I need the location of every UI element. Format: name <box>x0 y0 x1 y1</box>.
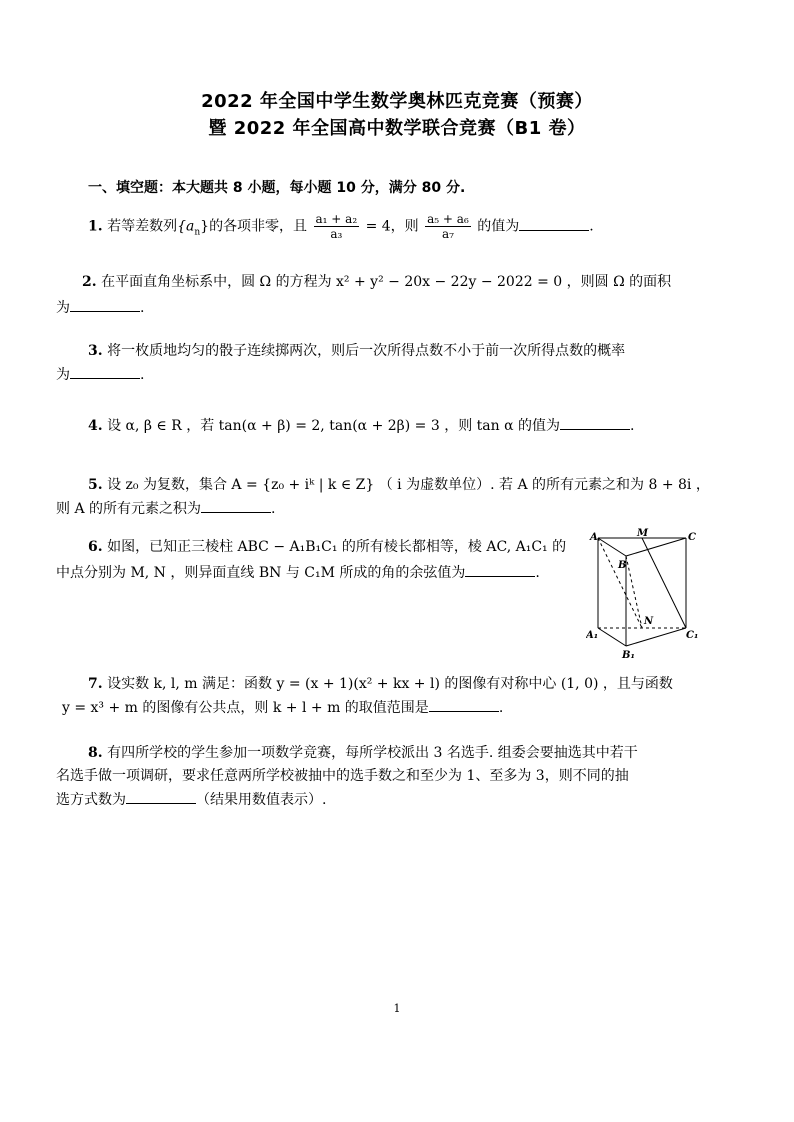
problem-1 <box>88 212 594 242</box>
numerator: a₁ + a₂ <box>315 212 358 226</box>
problem-2 <box>82 272 671 292</box>
problem-number: 8. <box>88 745 103 761</box>
label-C: C <box>688 532 696 543</box>
problem-text: 名选手做一项调研，要求任意两所学校被抽中的选手数之和至少为 1、至多为 3，则不同的抽 <box>56 768 629 784</box>
period: . <box>271 501 276 517</box>
problem-text: 的各项非零，且 <box>209 218 308 235</box>
edge-AB <box>598 538 626 556</box>
label-M: M <box>637 528 649 539</box>
label-C1: C₁ <box>686 630 699 641</box>
prism-figure <box>586 528 706 663</box>
problem-3-line-2 <box>56 364 144 385</box>
problem-text: 如图，已知正三棱柱 ABC − A₁B₁C₁ 的所有棱长都相等，棱 AC, A₁C₁ 的 <box>107 539 567 555</box>
problem-text: 设实数 k, l, m 满足：函数 y = (x + 1)(x² + kx + l) 的图像有对称中心 (1, 0) ，且与函数 <box>107 676 673 692</box>
problem-2-line-2 <box>56 297 144 318</box>
answer-blank[interactable] <box>126 789 196 804</box>
period: . <box>535 565 540 581</box>
problem-3 <box>88 341 625 361</box>
seq-subscript: n <box>194 227 201 238</box>
problem-text: 为 <box>56 367 70 383</box>
problem-text: （结果用数值表示）. <box>196 792 327 808</box>
numerator: a₅ + a₆ <box>427 212 469 226</box>
denominator: a₃ <box>314 226 360 241</box>
label-A1: A₁ <box>586 630 599 641</box>
problem-text: 中点分别为 M, N ，则异面直线 BN 与 C₁M 所成的角的余弦值为 <box>56 565 466 581</box>
edge-A1B1 <box>598 628 626 646</box>
label-N: N <box>644 616 654 627</box>
problem-5 <box>88 475 710 495</box>
problem-7 <box>88 674 673 694</box>
problem-text: 设 z₀ 为复数，集合 A = {z₀ + iᵏ | k ∈ Z} （ i 为虚数单位）. 若 A 的所有元素之和为 8 + 8i ， <box>107 477 710 493</box>
title-line-2: 暨 2022 年全国高中数学联合竞赛（B1 卷） <box>208 118 586 139</box>
answer-blank[interactable] <box>465 562 535 577</box>
page-number: 1 <box>393 1002 401 1015</box>
answer-blank[interactable] <box>519 216 589 231</box>
edge-B1C1 <box>626 628 686 646</box>
label-B: B <box>618 560 627 571</box>
problem-text: y = x³ + m 的图像有公共点，则 k + l + m 的取值范围是 <box>62 700 429 716</box>
problem-text: 的值为 <box>477 218 520 235</box>
answer-blank[interactable] <box>70 364 140 379</box>
problem-text: 设 α, β ∈ R ，若 tan(α + β) = 2, tan(α + 2β) = 3 ，则 tan α 的值为 <box>107 418 560 434</box>
problem-text: 若等差数列 <box>107 218 178 235</box>
problem-number: 3. <box>88 343 103 359</box>
title-line-1: 2022 年全国中学生数学奥林匹克竞赛（预赛） <box>201 91 593 112</box>
segment-BN <box>626 556 642 628</box>
label-A: A <box>590 532 598 543</box>
problem-8-line-2 <box>56 766 629 786</box>
problem-6-line-2 <box>56 562 540 583</box>
seq-close: } <box>200 218 210 235</box>
answer-blank[interactable] <box>70 297 140 312</box>
problem-5-line-2 <box>56 498 275 519</box>
problem-number: 6. <box>88 539 103 555</box>
problem-number: 5. <box>88 477 103 493</box>
problem-text: 为 <box>56 300 70 316</box>
problem-number: 1. <box>88 218 103 235</box>
problem-text: 将一枚质地均匀的骰子连续掷两次，则后一次所得点数不小于前一次所得点数的概率 <box>107 343 626 359</box>
section-heading: 一、填空题：本大题共 8 小题，每小题 10 分，满分 80 分. <box>88 180 466 196</box>
problem-4 <box>88 415 634 436</box>
segment-AN <box>598 538 642 628</box>
answer-blank[interactable] <box>429 697 499 712</box>
problem-text: 则 A 的所有元素之积为 <box>56 501 202 517</box>
problem-text: 有四所学校的学生参加一项数学竞赛，每所学校派出 3 名选手. 组委会要抽选其中若干 <box>107 745 638 761</box>
problem-number: 4. <box>88 418 103 434</box>
problem-text: 选方式数为 <box>56 792 126 808</box>
edge-BC <box>626 538 686 556</box>
problem-text: 在平面直角坐标系中，圆 Ω 的方程为 x² + y² − 20x − 22y − 2022 = 0 ，则圆 Ω 的面积 <box>101 274 672 290</box>
answer-blank[interactable] <box>201 498 271 513</box>
problem-8 <box>88 743 638 763</box>
problem-7-line-2 <box>62 697 503 718</box>
period: . <box>140 300 145 316</box>
label-B1: B₁ <box>622 650 635 661</box>
answer-blank[interactable] <box>560 415 630 430</box>
problem-8-line-3 <box>56 789 326 810</box>
fraction-2 <box>425 212 471 241</box>
period: . <box>498 700 504 716</box>
period: . <box>630 418 635 434</box>
denominator: a₇ <box>425 226 471 241</box>
problem-number: 2. <box>82 274 97 290</box>
fraction-1 <box>314 212 360 241</box>
seq-symbol: {a <box>177 218 195 235</box>
segment-C1M <box>642 538 686 628</box>
problem-text: = 4，则 <box>365 218 419 235</box>
period: . <box>140 367 145 383</box>
problem-6 <box>88 537 566 557</box>
period: . <box>589 218 594 235</box>
problem-number: 7. <box>88 676 103 692</box>
